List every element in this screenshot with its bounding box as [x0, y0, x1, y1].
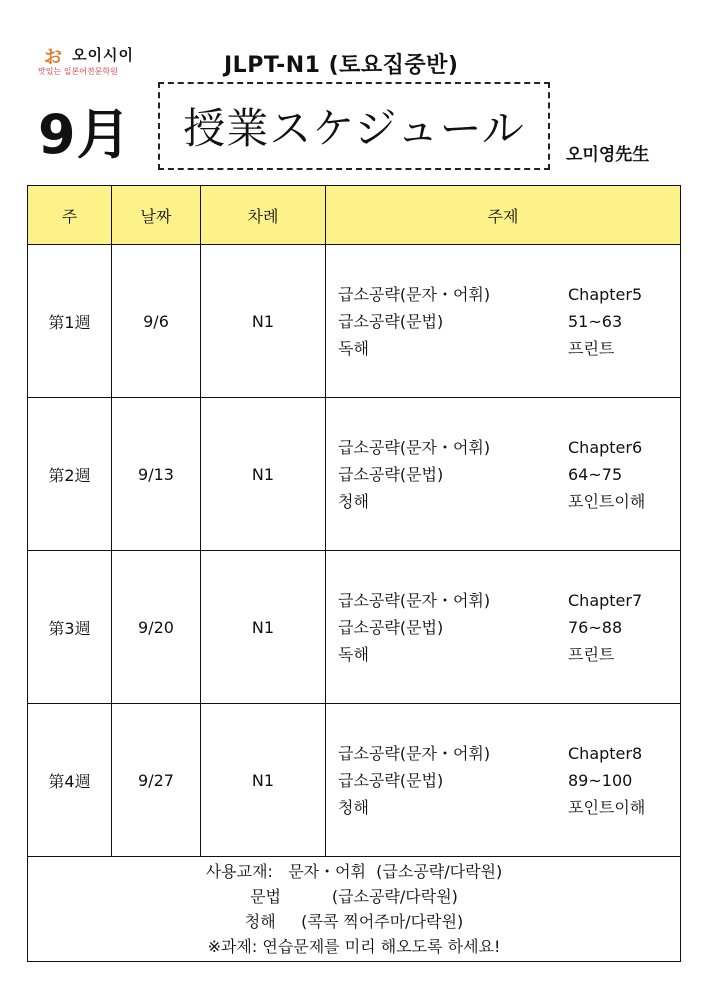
cell-level: N1 [201, 398, 326, 551]
table-footer-row [28, 857, 681, 962]
topic-subject: 급소공략(문자・어휘) [338, 743, 491, 763]
topic-range: Chapter6 [568, 437, 643, 457]
topic-line [338, 794, 679, 821]
teacher-name: 오미영先生 [566, 145, 650, 165]
footer-line: 문법 (급소공략/다락원) [250, 887, 458, 906]
logo-name: 오이시이 [72, 46, 134, 64]
topic-range: 포인트이해 [568, 491, 646, 511]
topic-range: Chapter7 [568, 590, 643, 610]
topic-range: 64~75 [568, 464, 623, 484]
topic-subject: 급소공략(문법) [338, 464, 444, 484]
cell-level: N1 [201, 245, 326, 398]
cell-week: 第4週 [28, 704, 112, 857]
footer-line: 청해 (콕콕 찍어주마/다락원) [244, 912, 464, 931]
topic-subject: 청해 [338, 797, 369, 817]
topic-subject: 급소공략(문자・어휘) [338, 437, 491, 457]
topic-subject: 독해 [338, 644, 369, 664]
topic-range: 76~88 [568, 617, 623, 637]
topic-subject: 급소공략(문법) [338, 770, 444, 790]
cell-date: 9/27 [112, 704, 201, 857]
cell-week: 第2週 [28, 398, 112, 551]
topic-range: Chapter5 [568, 284, 643, 304]
table-row [28, 704, 681, 857]
topic-range: Chapter8 [568, 743, 643, 763]
topic-subject: 독해 [338, 338, 369, 358]
topic-subject: 청해 [338, 491, 369, 511]
topic-line [338, 434, 679, 461]
topic-line [338, 461, 679, 488]
topic-line [338, 614, 679, 641]
topic-line [338, 587, 679, 614]
cell-week: 第1週 [28, 245, 112, 398]
cell-date: 9/20 [112, 551, 201, 704]
topic-subject: 급소공략(문자・어휘) [338, 590, 491, 610]
month-label: 9月 [38, 103, 132, 166]
table-header-row [28, 186, 681, 245]
schedule-title-box [158, 82, 550, 170]
topic-line [338, 335, 679, 362]
topic-range: 포인트이해 [568, 797, 646, 817]
cell-topics [326, 704, 681, 857]
footer-line: 사용교재: 문자・어휘 (급소공략/다락원) [205, 862, 503, 881]
column-header-week: 주 [28, 186, 112, 245]
cell-topics [326, 551, 681, 704]
column-header-topic: 주제 [326, 186, 681, 245]
cell-week: 第3週 [28, 551, 112, 704]
cell-topics [326, 245, 681, 398]
logo-tagline: 맛있는 일본어전문학원 [38, 67, 118, 76]
topic-subject: 급소공략(문법) [338, 617, 444, 637]
cell-date: 9/13 [112, 398, 201, 551]
schedule-title: 授業スケジュール [183, 104, 525, 153]
topic-line [338, 740, 679, 767]
table-row [28, 398, 681, 551]
cell-level: N1 [201, 704, 326, 857]
table-row [28, 551, 681, 704]
topic-line [338, 308, 679, 335]
topic-subject: 급소공략(문자・어휘) [338, 284, 491, 304]
column-header-order: 차례 [201, 186, 326, 245]
column-header-date: 날짜 [112, 186, 201, 245]
topic-line [338, 488, 679, 515]
topic-subject: 급소공략(문법) [338, 311, 444, 331]
logo-mark: お [44, 47, 62, 68]
table-row [28, 245, 681, 398]
topic-range: 프린트 [568, 338, 615, 358]
cell-date: 9/6 [112, 245, 201, 398]
textbook-notes [28, 857, 681, 962]
cell-level: N1 [201, 551, 326, 704]
course-title: JLPT-N1 (토요집중반) [224, 53, 459, 78]
topic-line [338, 767, 679, 794]
cell-topics [326, 398, 681, 551]
topic-line [338, 641, 679, 668]
schedule-table [27, 185, 681, 962]
footer-line: ※과제: 연습문제를 미리 해오도록 하세요! [207, 937, 501, 956]
topic-range: 51~63 [568, 311, 623, 331]
topic-line [338, 281, 679, 308]
topic-range: 89~100 [568, 770, 633, 790]
topic-range: 프린트 [568, 644, 615, 664]
academy-logo [30, 38, 162, 80]
